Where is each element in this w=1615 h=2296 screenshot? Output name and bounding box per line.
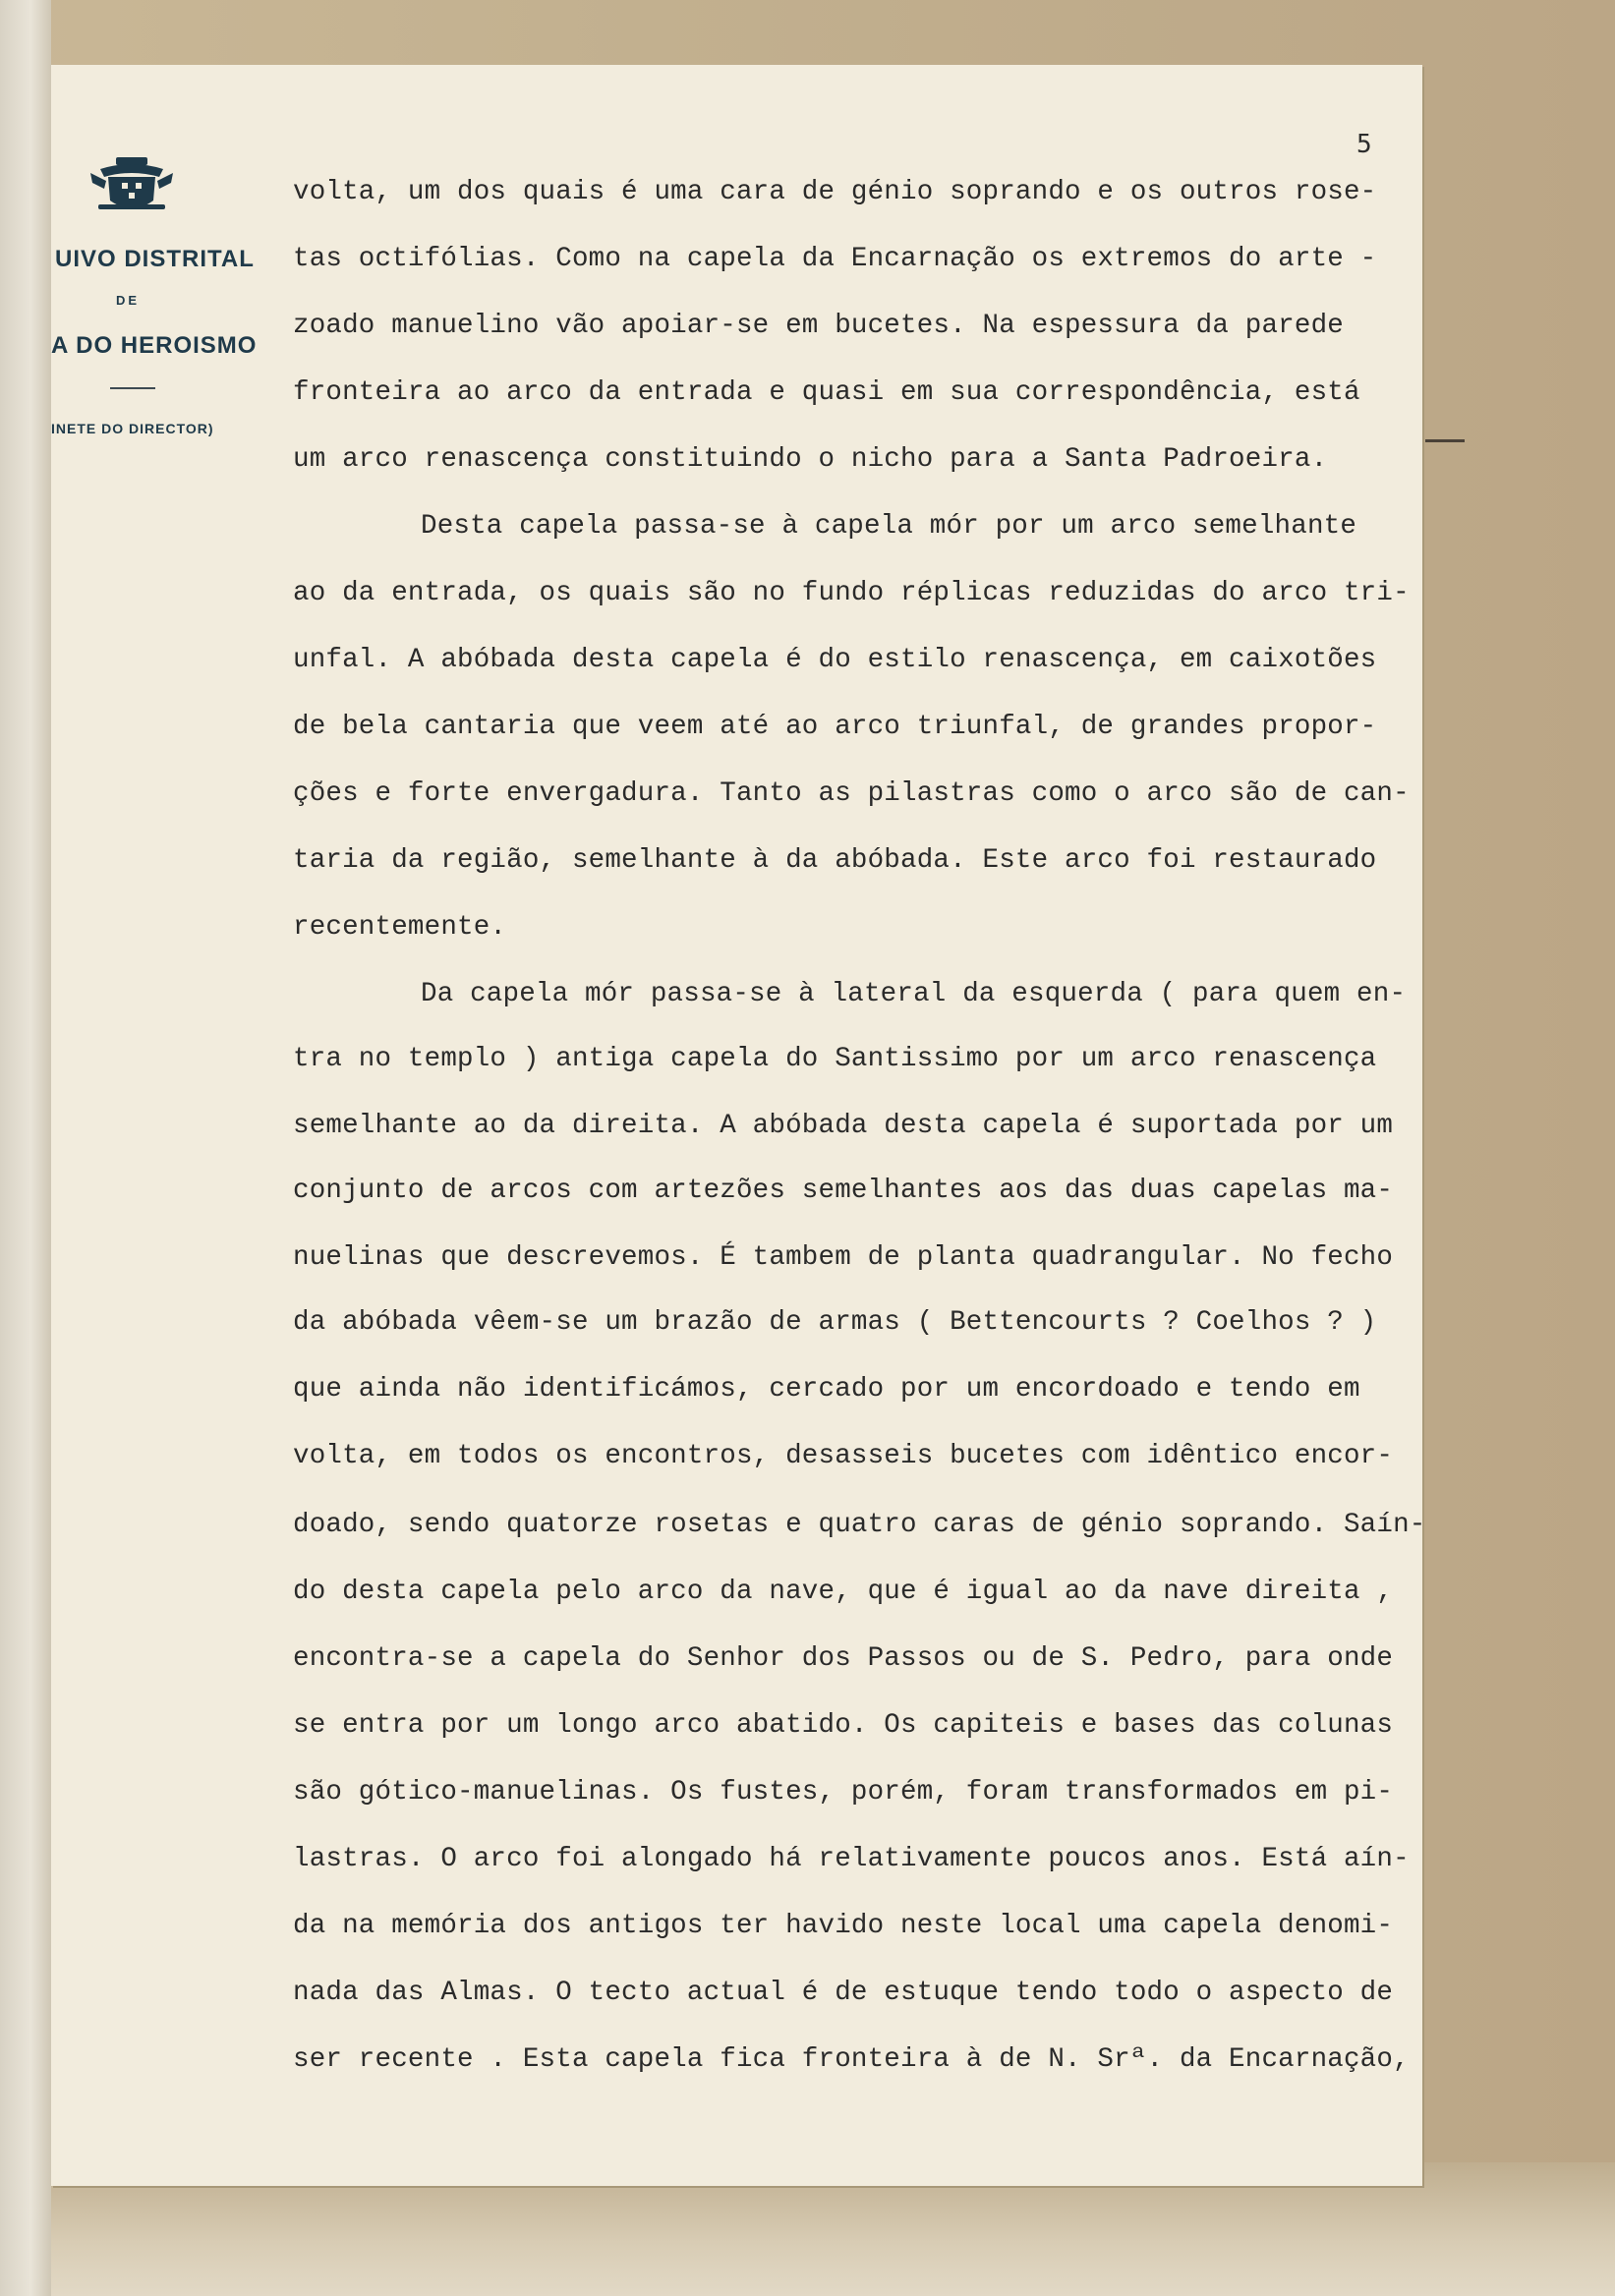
letterhead-line-2: DE [116,293,141,308]
text-line: taria da região, semelhante à da abóbada. Este arco foi restaurado [293,845,1377,876]
text-line: encontra-se a capela do Senhor dos Passos ou de S. Pedro, para onde [293,1643,1394,1674]
text-line: lastras. O arco foi alongado há relativamente poucos anos. Está aín- [293,1844,1410,1874]
text-line: recentemente. [293,912,507,943]
text-line: fronteira ao arco da entrada e quasi em sua correspondência, está [293,377,1360,408]
letterhead-line-3: A DO HEROISMO [51,332,258,359]
margin-mark [1425,439,1465,442]
text-line: são gótico-manuelinas. Os fustes, porém, foram transformados em pi- [293,1777,1394,1808]
letterhead-divider [110,387,155,389]
text-line: de bela cantaria que veem até ao arco triunfal, de grandes propor- [293,712,1377,742]
text-line: tas octifólias. Como na capela da Encarnação os extremos do arte - [293,244,1377,274]
text-line: nada das Almas. O tecto actual é de estuque tendo todo o aspecto de [293,1978,1394,2008]
text-line: volta, um dos quais é uma cara de génio soprando e os outros rose- [293,177,1377,207]
text-line: doado, sendo quatorze rosetas e quatro caras de génio soprando. Saín- [293,1510,1426,1540]
letterhead-line-4: INETE DO DIRECTOR) [51,421,214,436]
text-line: tra no templo ) antiga capela do Santissimo por um arco renascença [293,1044,1377,1074]
text-line: da abóbada vêem-se um brazão de armas ( Bettencourts ? Coelhos ? ) [293,1307,1377,1338]
text-line: ser recente . Esta capela fica fronteira à de N. Srª. da Encarnação, [293,2044,1410,2075]
text-line: Da capela mór passa-se à lateral da esquerda ( para quem en- [421,979,1407,1009]
coat-of-arms-icon [87,155,177,218]
text-line: zoado manuelino vão apoiar-se em bucetes. Na espessura da parede [293,311,1344,341]
text-line: semelhante ao da direita. A abóbada desta capela é suportada por um [293,1111,1394,1141]
text-line: da na memória dos antigos ter havido neste local uma capela denomi- [293,1911,1394,1941]
text-line: Desta capela passa-se à capela mór por um arco semelhante [421,511,1357,542]
text-line: do desta capela pelo arco da nave, que é igual ao da nave direita , [293,1577,1394,1607]
text-line: ções e forte envergadura. Tanto as pilastras como o arco são de can- [293,778,1410,809]
text-line: se entra por um longo arco abatido. Os capiteis e bases das colunas [293,1710,1394,1741]
text-line: um arco renascença constituindo o nicho para a Santa Padroeira. [293,444,1328,475]
text-line: volta, em todos os encontros, desasseis bucetes com idêntico encor- [293,1441,1394,1471]
text-line: conjunto de arcos com artezões semelhantes aos das duas capelas ma- [293,1176,1394,1206]
page-number: 5 [1356,130,1372,159]
text-line: unfal. A abóbada desta capela é do estilo renascença, em caixotões [293,645,1377,675]
text-line: ao da entrada, os quais são no fundo réplicas reduzidas do arco tri- [293,578,1410,608]
text-line: que ainda não identificámos, cercado por um encordoado e tendo em [293,1374,1360,1405]
text-line: nuelinas que descrevemos. É tambem de planta quadrangular. No fecho [293,1242,1394,1273]
binding-edge [0,0,51,2296]
letterhead-line-1: UIVO DISTRITAL [55,246,255,272]
